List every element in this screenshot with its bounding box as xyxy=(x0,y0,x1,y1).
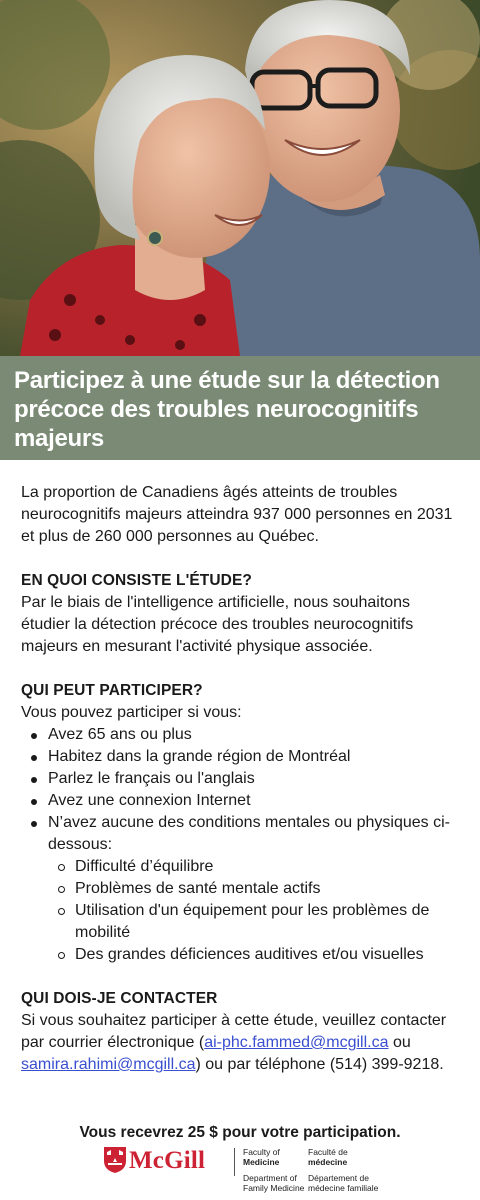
eligibility-heading: QUI PEUT PARTICIPER? xyxy=(21,682,203,699)
mcgill-footer-logo xyxy=(103,1146,393,1196)
mcgill-wordmark: McGill xyxy=(129,1147,206,1174)
eligibility-list xyxy=(21,724,461,966)
faculty-en: Faculty of Medicine xyxy=(243,1147,280,1167)
footer-divider xyxy=(234,1148,235,1176)
couple-illustration xyxy=(0,0,480,356)
mcgill-crest-icon xyxy=(103,1146,127,1174)
study-description: Par le biais de l'intelligence artificielle, nous souhaitons étudier la détection précoce des troubles neurocognitifs majeurs en mesurant l'activité physique associée. xyxy=(21,594,414,655)
department-fr: Département de médecine familiale xyxy=(308,1173,379,1193)
email-link-fammed[interactable]: ai-phc.fammed@mcgill.ca xyxy=(204,1034,389,1051)
intro-paragraph: La proportion de Canadiens âgés atteints de troubles neurocognitifs majeurs atteindra 937 000 personnes en 2031 et plus de 260 000 personnes au Québec. xyxy=(21,484,453,545)
eligibility-lead: Vous pouvez participer si vous: xyxy=(21,704,242,721)
hero-photo xyxy=(0,0,480,356)
main-content xyxy=(21,482,461,1076)
exclusion-list xyxy=(48,856,461,966)
list-item: Difficulté d’équilibre xyxy=(48,856,461,878)
list-item: N’avez aucune des conditions mentales ou physiques ci-dessous: Difficulté d’équilibre Problèmes de santé mentale actifs Utilisation d'un équipement pour les problèmes de mobilité Des grandes déficiences auditives et/ou visuelles xyxy=(21,812,461,966)
contact-paragraph: Si vous souhaitez participer à cette étude, veuillez contacter par courrier électronique (ai-phc.fammed@mcgill.ca ou samira.rahimi@mcgill.ca) ou par téléphone (514) 399-9218. xyxy=(21,1012,447,1073)
page-title: Participez à une étude sur la détection précoce des troubles neurocognitifs majeurs xyxy=(14,367,440,452)
list-item: Avez une connexion Internet xyxy=(21,790,461,812)
compensation-note: Vous recevrez 25 $ pour votre participation. xyxy=(79,1124,401,1141)
department-en: Department of Family Medicine xyxy=(243,1173,305,1193)
list-item: Habitez dans la grande région de Montréal xyxy=(21,746,461,768)
title-banner xyxy=(0,356,480,460)
list-item: Utilisation d'un équipement pour les problèmes de mobilité xyxy=(48,900,461,944)
list-item: Parlez le français ou l'anglais xyxy=(21,768,461,790)
list-item: Problèmes de santé mentale actifs xyxy=(48,878,461,900)
faculty-fr: Faculté de médecine xyxy=(308,1147,348,1167)
email-link-rahimi[interactable]: samira.rahimi@mcgill.ca xyxy=(21,1056,196,1073)
list-item: Avez 65 ans ou plus xyxy=(21,724,461,746)
contact-heading: QUI DOIS-JE CONTACTER xyxy=(21,990,218,1007)
list-item: Des grandes déficiences auditives et/ou visuelles xyxy=(48,944,461,966)
study-heading: EN QUOI CONSISTE L'ÉTUDE? xyxy=(21,572,252,589)
